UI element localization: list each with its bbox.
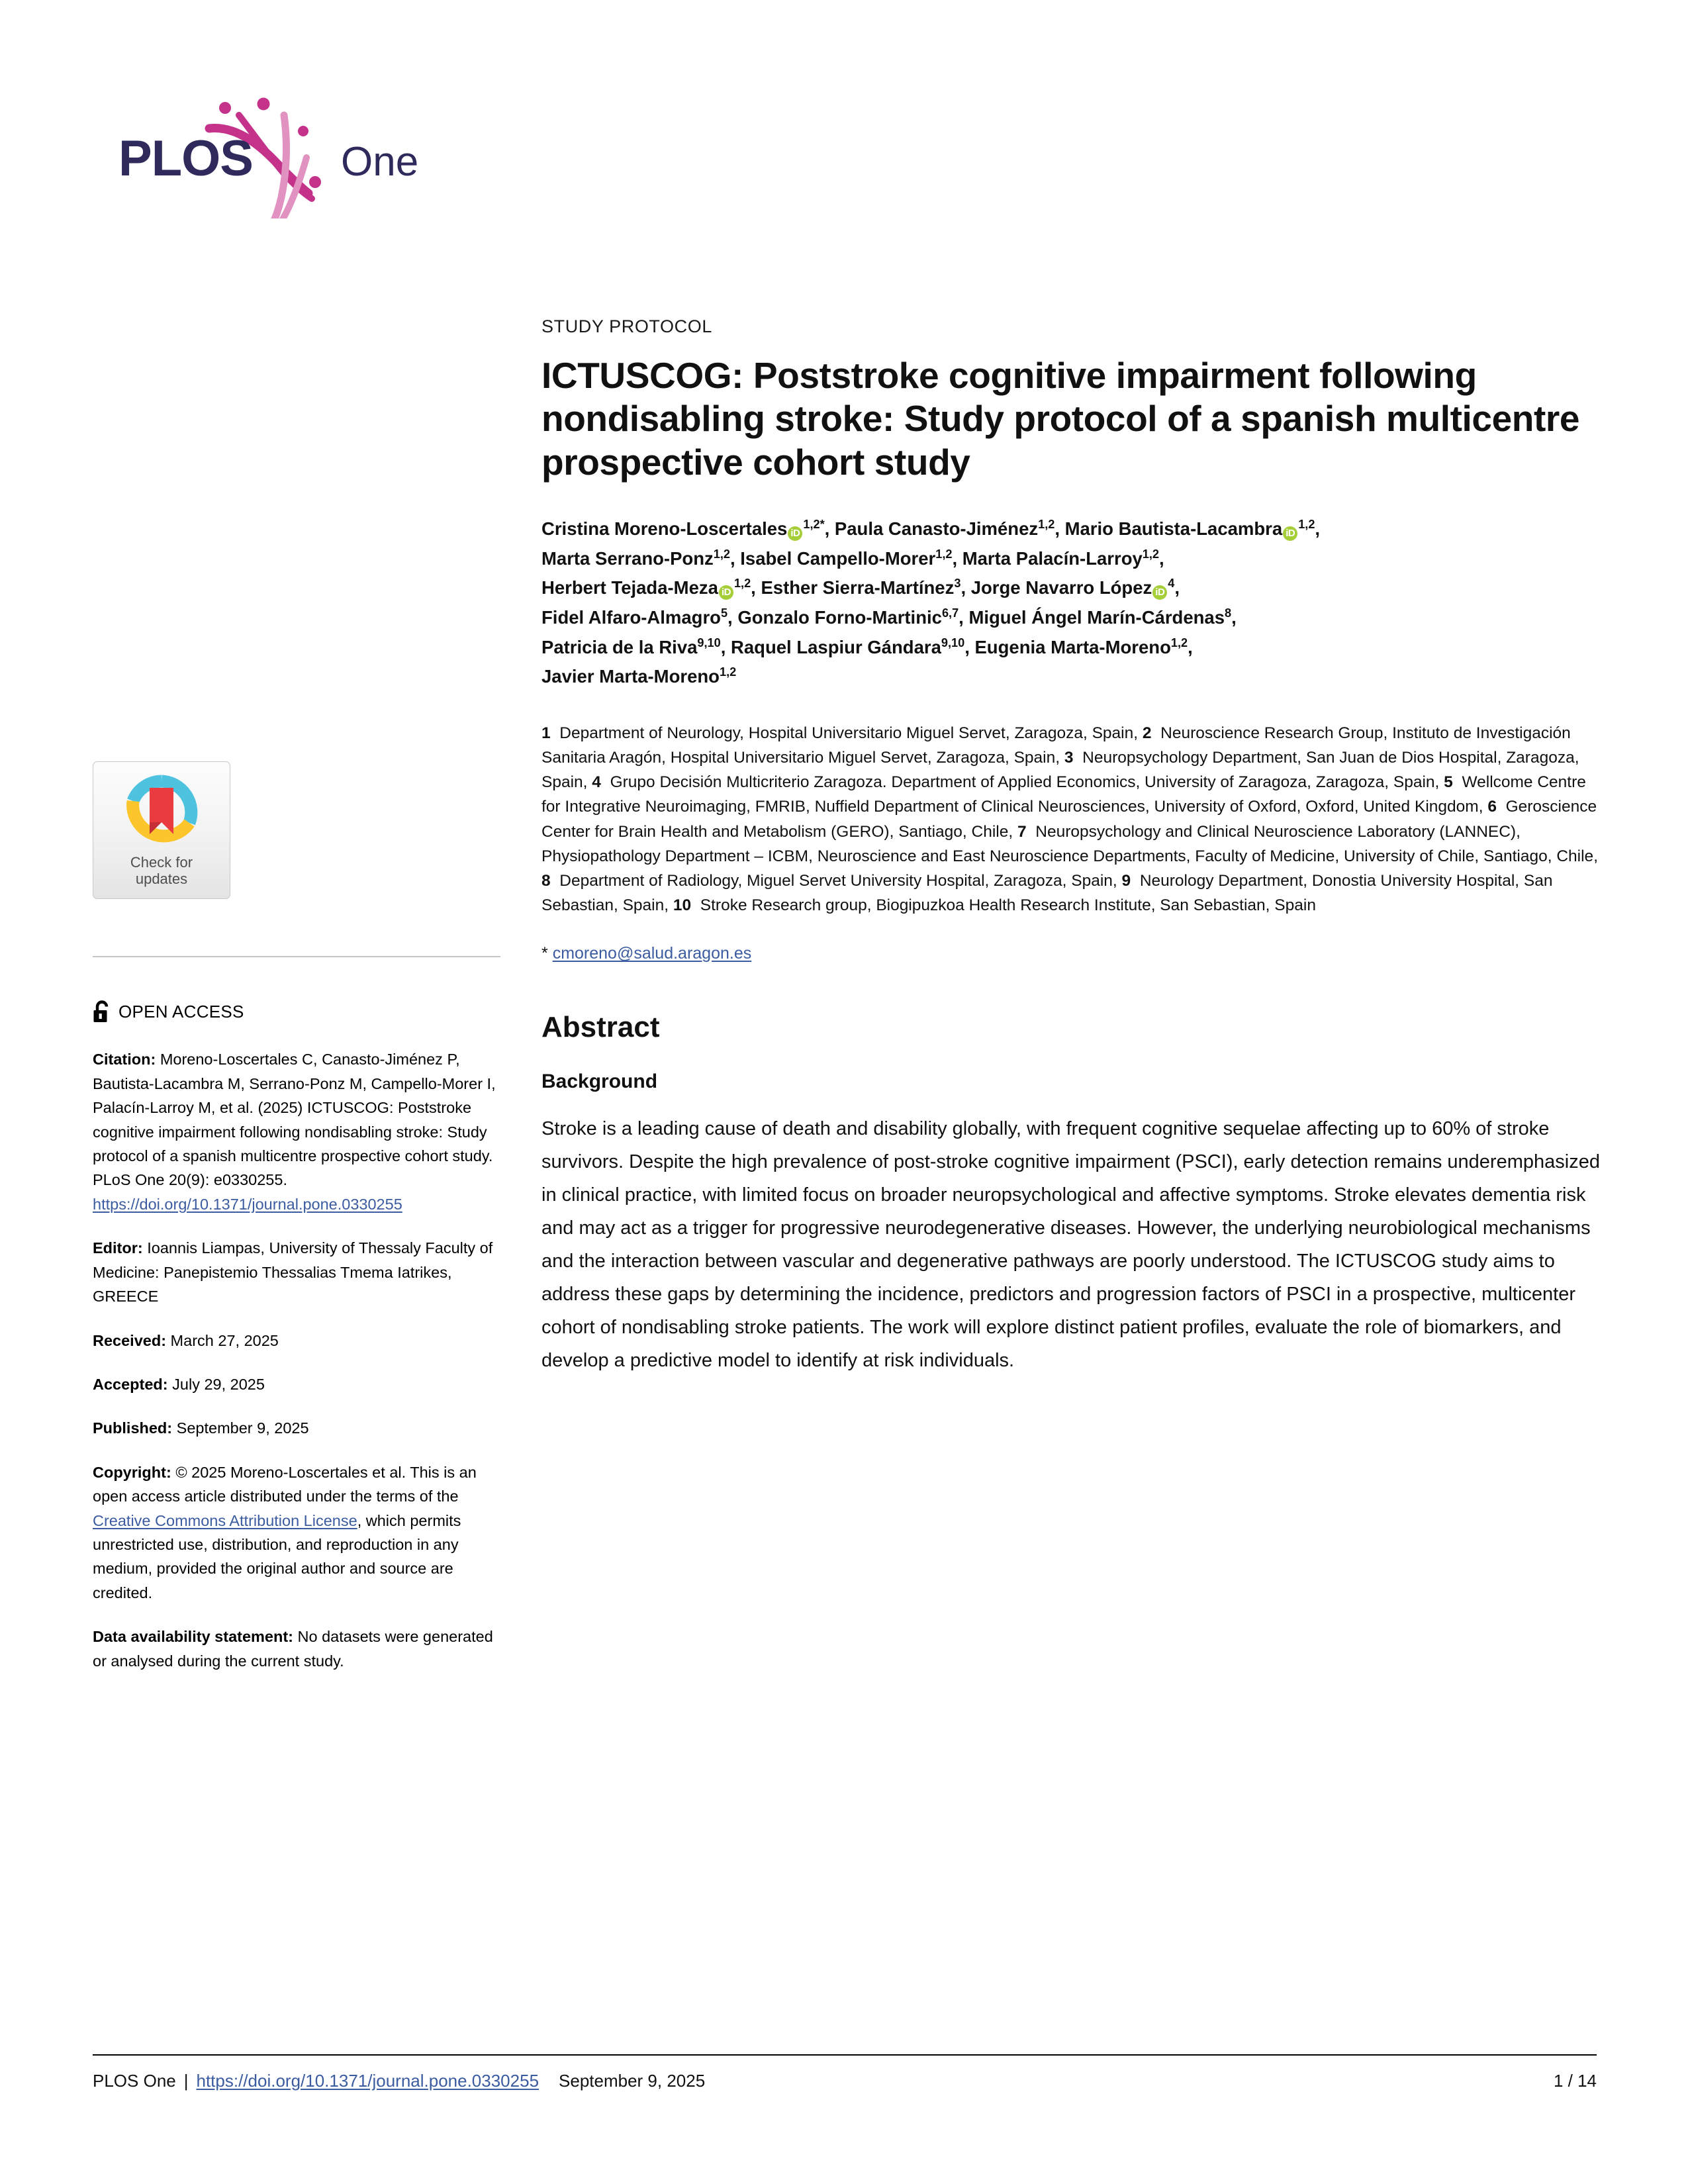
- author-name[interactable]: Esther Sierra-Martínez: [761, 577, 955, 598]
- footer-doi-link[interactable]: https://doi.org/10.1371/journal.pone.0330255: [196, 2071, 539, 2091]
- footer-date: September 9, 2025: [559, 2071, 706, 2091]
- footer-page-number: 1 / 14: [1553, 2071, 1597, 2091]
- author-affil-marks: 1,2: [719, 665, 737, 679]
- affiliation-number: 7: [1017, 822, 1027, 841]
- author-affil-marks: 1,2: [1170, 636, 1188, 649]
- affiliation-list: 1 Department of Neurology, Hospital Universitario Miguel Servet, Zaragoza, Spain, 2 Neuroscience Research Group, Instituto de Investigación Sanitaria Aragón, Hospital Universitario Miguel Servet, Zaragoza, Spain, 3 Neuropsychology Department, San Juan de Dios Hospital, Zaragoza, Spain, 4 Grupo Decisión Multicriterio Zaragoza. Department of Applied Economics, University of Zaragoza, Zaragoza, Spain, 5 Wellcome Centre for Integrative Neuroimaging, FMRIB, Nuffield Department of Clinical Neurosciences, University of Oxford, Oxford, United Kingdom, 6 Geroscience Center for Brain Health and Metabolism (GERO), Santiago, Chile, 7 Neuropsychology and Clinical Neuroscience Laboratory (LANNEC), Physiopathology Department – ICBM, Neuroscience and East Neuroscience Departments, Faculty of Medicine, University of Chile, Santiago, Chile, 8 Department of Radiology, Miguel Servet University Hospital, Zaragoza, Spain, 9 Neurology Department, Donostia University Hospital, San Sebastian, Spain, 10 Stroke Research group, Biogipuzkoa Health Research Institute, San Sebastian, Spain: [541, 724, 1598, 915]
- author-affil-marks: 4: [1168, 577, 1175, 591]
- author-name[interactable]: Patricia de la Riva: [541, 636, 698, 657]
- author-name[interactable]: Cristina Moreno-Loscertales: [541, 518, 788, 540]
- citation-block: [93, 1047, 511, 1216]
- svg-text:PLOS: PLOS: [118, 130, 253, 187]
- author-name[interactable]: Jorge Navarro López: [970, 577, 1152, 598]
- page-footer: [93, 2071, 1597, 2091]
- editor-label: Editor:: [93, 1239, 143, 1257]
- affiliation-text: Department of Neurology, Hospital Universitario Miguel Servet, Zaragoza, Spain: [559, 724, 1134, 742]
- author-name[interactable]: Marta Palacín-Larroy: [962, 547, 1143, 569]
- author-affil-marks: 1,2: [935, 547, 953, 561]
- data-availability-block: [93, 1625, 511, 1673]
- affiliation-number: 9: [1121, 872, 1131, 890]
- affiliation-number: 5: [1444, 773, 1453, 792]
- article-main-column: [541, 316, 1601, 1377]
- crossmark-line-2: updates: [135, 870, 188, 887]
- published-block: [93, 1416, 511, 1440]
- affiliation-number: 10: [673, 896, 692, 915]
- author-affil-marks: 3: [954, 577, 961, 591]
- author-name[interactable]: Fidel Alfaro-Almagro: [541, 606, 721, 628]
- published-text: September 9, 2025: [172, 1419, 309, 1437]
- data-availability-label: Data availability statement:: [93, 1628, 293, 1646]
- author-name[interactable]: Miguel Ángel Marín-Cárdenas: [968, 606, 1225, 628]
- affiliation-text: Wellcome Centre for Integrative Neuroimaging, FMRIB, Nuffield Department of Clinical Neurosciences, University of Oxford, Oxford, United Kingdom: [541, 773, 1586, 816]
- author-affil-marks: 9,10: [941, 636, 965, 649]
- author-name[interactable]: Marta Serrano-Ponz: [541, 547, 714, 569]
- plos-one-logo[interactable]: [88, 86, 432, 218]
- author-name[interactable]: Herbert Tejada-Meza: [541, 577, 718, 598]
- svg-text:One: One: [341, 139, 419, 185]
- orcid-icon[interactable]: iD: [788, 526, 802, 541]
- author-affil-marks: 8: [1225, 606, 1232, 620]
- affiliation-number: 1: [541, 724, 551, 742]
- affiliation-text: Stroke Research group, Biogipuzkoa Health Research Institute, San Sebastian, Spain: [700, 896, 1316, 915]
- footer-separator: |: [183, 2071, 189, 2091]
- author-affil-marks: 1,2: [1038, 518, 1055, 532]
- author-affil-marks: 9,10: [697, 636, 721, 649]
- article-metadata-sidebar: [93, 761, 511, 1693]
- author-name[interactable]: Eugenia Marta-Moreno: [974, 636, 1171, 657]
- affiliation-number: 6: [1487, 798, 1497, 816]
- affiliation-text: Geroscience Center for Brain Health and Metabolism (GERO), Santiago, Chile: [541, 798, 1597, 841]
- editor-text: Ioannis Liampas, University of Thessaly Faculty of Medicine: Panepistemio Thessalias Tmema Iatrikes, GREECE: [93, 1239, 493, 1306]
- author-name[interactable]: Mario Bautista-Lacambra: [1064, 518, 1283, 540]
- author-name[interactable]: Gonzalo Forno-Martinic: [737, 606, 942, 628]
- corresponding-marker: *: [541, 944, 548, 963]
- background-paragraph: Stroke is a leading cause of death and disability globally, with frequent cognitive sequelae affecting up to 60% of stroke survivors. Despite the high prevalence of post-stroke cognitive impairment (PSCI), early detection remains underemphasized in clinical practice, with limited focus on broader neuropsychological and affective symptoms. Stroke elevates dementia risk and may act as a trigger for progressive neurodegenerative diseases. However, the underlying neurobiological mechanisms and the interaction between vascular and degenerative pathways are poorly understood. The ICTUSCOG study aims to address these gaps by determining the incidence, predictors and progression factors of PSCI in a prospective, multicenter cohort of nondisabling stroke patients. The work will explore distinct patient profiles, evaluate the role of biomarkers, and develop a predictive model to identify at risk individuals.: [541, 1118, 1600, 1371]
- citation-label: Citation:: [93, 1051, 156, 1068]
- corresponding-email-link[interactable]: cmoreno@salud.aragon.es: [552, 944, 752, 963]
- author-affil-marks: 1,2*: [803, 518, 825, 532]
- corresponding-author: [541, 944, 1601, 963]
- affiliation-text: Neurology Department, Donostia University Hospital, San Sebastian, Spain: [541, 872, 1553, 915]
- footer-rule: [93, 2054, 1597, 2056]
- open-access-indicator: [93, 998, 511, 1025]
- citation-text: Moreno-Loscertales C, Canasto-Jiménez P, Bautista-Lacambra M, Serrano-Ponz M, Campello-Morer I, Palacín-Larroy M, et al. (2025) ICTUSCOG: Poststroke cognitive impairment following nondisabling stroke: Study protocol of a spanish multicentre prospective cohort study. PLoS One 20(9): e0330255.: [93, 1051, 496, 1189]
- copyright-label: Copyright:: [93, 1463, 171, 1481]
- affiliation-text: Neuropsychology Department, San Juan de Dios Hospital, Zaragoza, Spain: [541, 748, 1579, 792]
- open-lock-icon: [93, 1000, 112, 1023]
- author-affil-marks: 1,2: [733, 577, 751, 591]
- affiliation-text: Grupo Decisión Multicriterio Zaragoza. Department of Applied Economics, University of Zaragoza, Zaragoza, Spain: [610, 773, 1435, 792]
- affiliation-text: Department of Radiology, Miguel Servet University Hospital, Zaragoza, Spain: [559, 872, 1113, 890]
- affiliation-number: 4: [592, 773, 601, 792]
- affiliation-number: 8: [541, 872, 551, 890]
- published-label: Published:: [93, 1419, 173, 1437]
- crossmark-badge[interactable]: [93, 761, 230, 899]
- author-name[interactable]: Paula Canasto-Jiménez: [834, 518, 1039, 540]
- footer-journal-name: PLOS One: [93, 2071, 176, 2091]
- editor-block: [93, 1236, 511, 1308]
- article-type-kicker: STUDY PROTOCOL: [541, 316, 712, 336]
- open-access-label: OPEN ACCESS: [118, 1002, 244, 1021]
- copyright-block: [93, 1460, 511, 1605]
- author-name[interactable]: Raquel Laspiur Gándara: [731, 636, 941, 657]
- author-affil-marks: 1,2: [713, 547, 730, 561]
- received-text: March 27, 2025: [166, 1331, 279, 1349]
- copyright-text-part-1: © 2025 Moreno-Loscertales et al. This is an open access article distributed under the terms of the: [93, 1463, 477, 1505]
- orcid-icon[interactable]: iD: [1152, 585, 1167, 600]
- orcid-icon[interactable]: iD: [719, 585, 733, 600]
- author-name[interactable]: Javier Marta-Moreno: [541, 666, 720, 687]
- sidebar-divider: [93, 956, 500, 957]
- affiliation-text: Neuroscience Research Group, Instituto de Investigación Sanitaria Aragón, Hospital Universitario Miguel Servet, Zaragoza, Spain: [541, 724, 1571, 767]
- crossmark-icon: [122, 773, 201, 851]
- author-affil-marks: 6,7: [941, 606, 959, 620]
- page-title: ICTUSCOG: Poststroke cognitive impairment following nondisabling stroke: Study protocol of a spanish multicentre prospective cohort study: [541, 355, 1580, 483]
- orcid-icon[interactable]: iD: [1283, 526, 1297, 541]
- copyright-text-part-2: , which permits unrestricted use, distribution, and reproduction in any medium, provided the original author and source are credited.: [93, 1511, 461, 1601]
- affiliation-number: 2: [1142, 724, 1152, 742]
- author-affil-marks: 1,2: [1142, 547, 1159, 561]
- accepted-text: July 29, 2025: [167, 1375, 265, 1393]
- author-affil-marks: 5: [720, 606, 728, 620]
- author-affil-marks: 1,2: [1298, 518, 1315, 532]
- crossmark-label: [130, 855, 193, 887]
- affiliation-number: 3: [1064, 748, 1074, 767]
- author-list: Cristina Moreno-Loscertales $iD^{1,2*}$, Paula Canasto-Jiménez$^{1,2}$, Mario Bautista-Lacambra iD$^{1,2}$, Marta Serrano-Ponz$^{1,2}$, Isabel Campello-Morer$^{1,2}$, Marta Palacín-Larroy$^{1,2}$, Herbert Tejada-Meza iD$^{1,2}$, Esther Sierra-Martínez$^3$, Jorge Navarro López $iD^4$, Fidel Alfaro-Almagro$^5$, Gonzalo Forno-Martinic$^{6,7}$, Miguel Ángel Marín-Cárdenas$^8$, Patricia de la Riva$^{9,10}$, Raquel Laspiur Gándara$^{9,10}$, Eugenia Marta-Moreno$^{1,2}$, Javier Marta-Moreno$^{1,2}$: [541, 518, 1321, 687]
- accepted-label: Accepted:: [93, 1375, 168, 1393]
- citation-doi-link[interactable]: https://doi.org/10.1371/journal.pone.0330255: [93, 1195, 402, 1213]
- creative-commons-license-link[interactable]: Creative Commons Attribution License: [93, 1511, 357, 1529]
- data-availability-text: No datasets were generated or analysed during the current study.: [93, 1628, 493, 1670]
- received-label: Received:: [93, 1331, 167, 1349]
- crossmark-line-1: Check for: [130, 854, 193, 871]
- affiliation-text: Neuropsychology and Clinical Neuroscience Laboratory (LANNEC), Physiopathology Department – ICBM, Neuroscience and East Neuroscience Departments, Faculty of Medicine, University of Chile, Santiago, Chile: [541, 822, 1594, 865]
- abstract-heading: Abstract: [541, 1011, 660, 1044]
- author-name[interactable]: Isabel Campello-Morer: [740, 547, 936, 569]
- background-heading: Background: [541, 1070, 658, 1093]
- received-block: [93, 1329, 511, 1353]
- accepted-block: [93, 1372, 511, 1396]
